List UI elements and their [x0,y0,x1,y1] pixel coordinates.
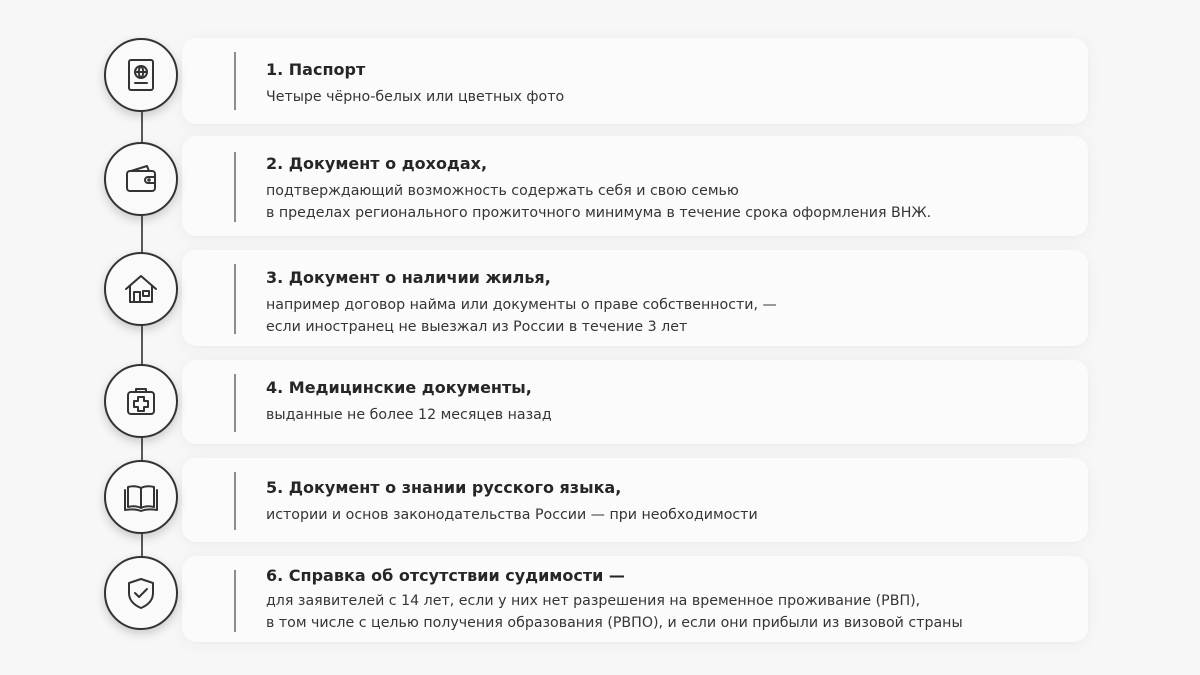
step-description-line: истории и основ законодательства России — при необходимости [266,507,758,523]
step-description-line: например договор найма или документы о праве собственности, — [266,297,777,313]
step-title: 1. Паспорт [266,60,366,79]
card-divider [234,52,236,110]
shield-check-icon [104,556,178,630]
step-title: 4. Медицинские документы, [266,378,532,397]
step-title: 3. Документ о наличии жилья, [266,268,551,287]
step-description-line: выданные не более 12 месяцев назад [266,407,552,423]
house-icon [104,252,178,326]
step-description-line: подтверждающий возможность содержать себя и свою семью [266,183,739,199]
step-description-line: в том числе с целью получения образования (РВПО), и если они прибыли из визовой страны [266,615,963,631]
step-card-2 [182,136,1088,236]
step-card-3 [182,250,1088,346]
book-icon [104,460,178,534]
step-card-6 [182,556,1088,642]
step-description-line: Четыре чёрно-белых или цветных фото [266,89,565,105]
card-divider [234,570,236,632]
step-title: 5. Документ о знании русского языка, [266,478,622,497]
card-divider [234,472,236,530]
step-card-5 [182,458,1088,542]
medical-kit-icon [104,364,178,438]
step-card-1 [182,38,1088,124]
wallet-icon [104,142,178,216]
step-description-line: если иностранец не выезжал из России в течение 3 лет [266,319,688,335]
card-divider [234,374,236,432]
step-title: 6. Справка об отсутствии судимости — [266,566,625,585]
card-divider [234,152,236,222]
passport-icon [104,38,178,112]
card-divider [234,264,236,334]
step-card-4 [182,360,1088,444]
step-description-line: в пределах регионального прожиточного минимума в течение срока оформления ВНЖ. [266,205,932,221]
step-description-line: для заявителей с 14 лет, если у них нет разрешения на временное проживание (РВП), [266,593,921,609]
step-title: 2. Документ о доходах, [266,154,488,173]
